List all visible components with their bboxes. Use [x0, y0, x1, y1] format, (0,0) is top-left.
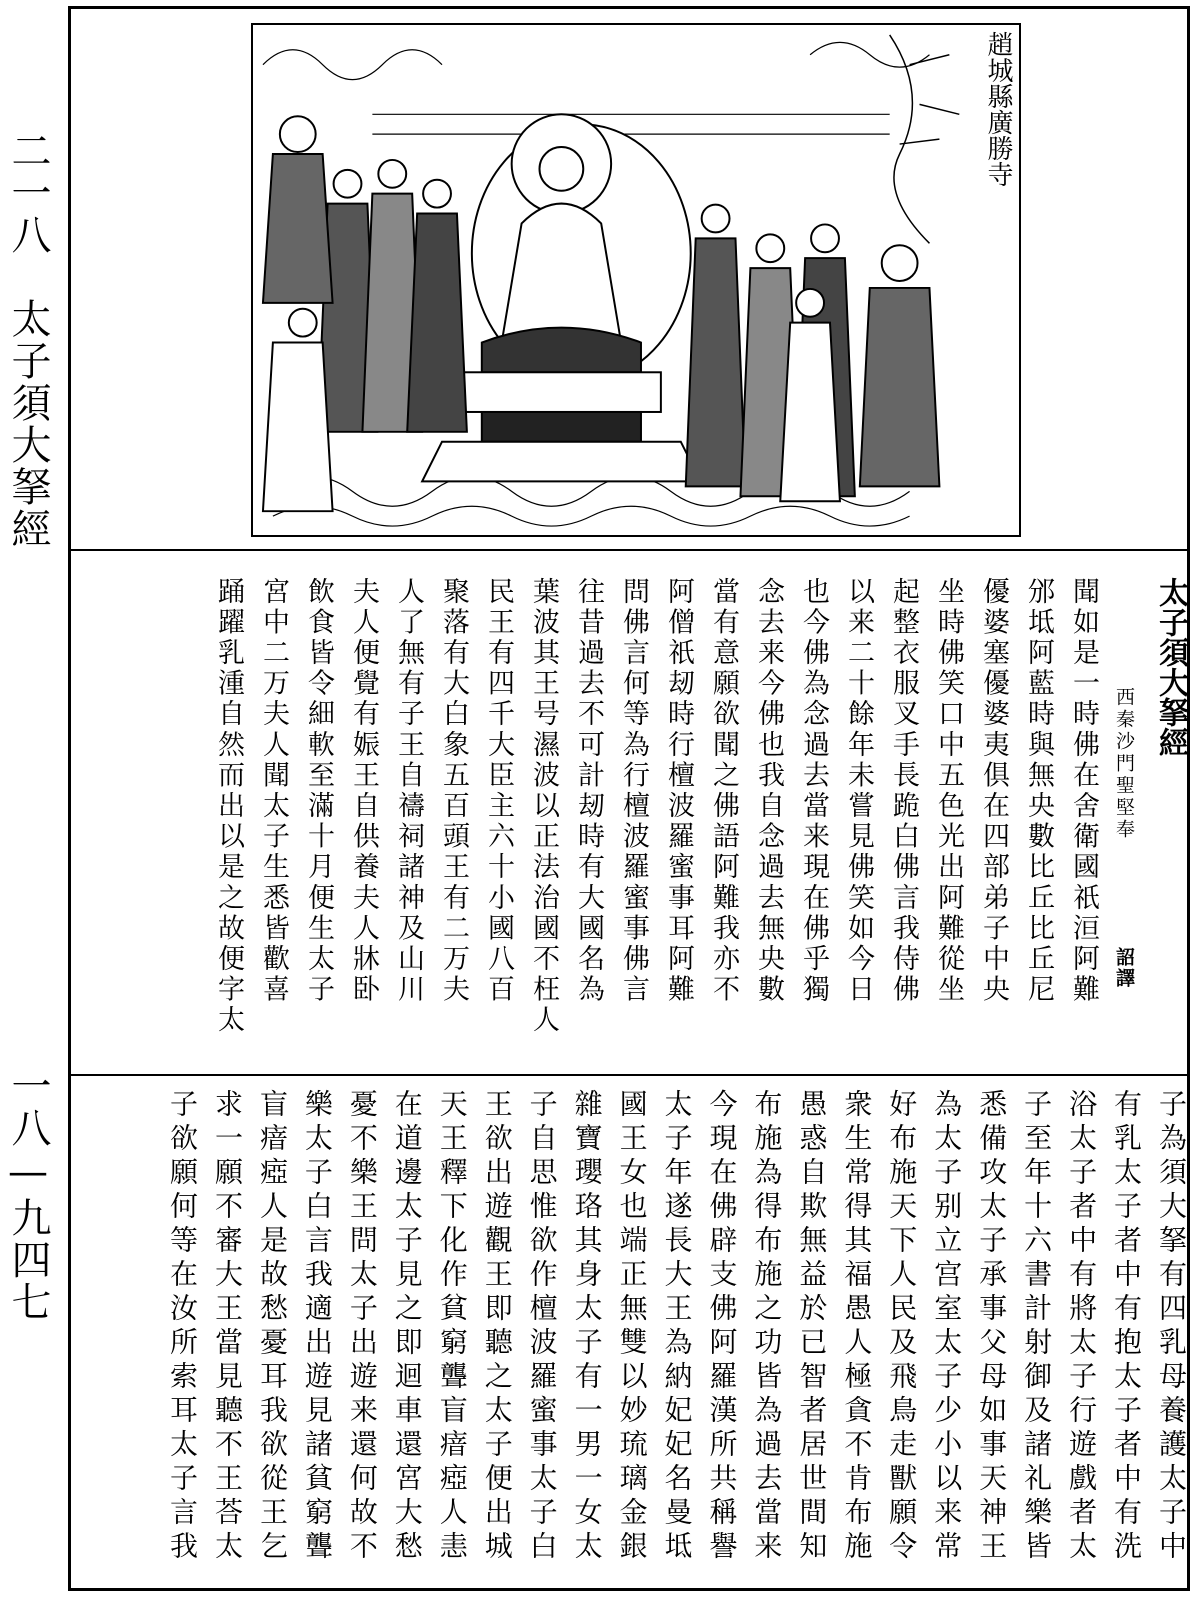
- text-column: 當有意願欲聞之佛語阿難我亦不: [708, 577, 739, 1006]
- text-column: 葉波其王号濕波以正法治國不枉人: [528, 577, 559, 1036]
- sutra-text-block: [151, 1089, 1188, 1584]
- text-column: 好布施天下人民及飛鳥走獸願令: [885, 1089, 919, 1565]
- text-column: 悉備攻太子承事父母如事天神王: [975, 1089, 1009, 1565]
- text-column: 子至年十六書計射御及諸礼樂皆: [1020, 1089, 1054, 1565]
- imperial-decree: 詔譯: [1113, 947, 1135, 989]
- page-frame: [68, 6, 1190, 1591]
- byline-column: [1105, 577, 1137, 1047]
- sutra-title-column: [1145, 577, 1188, 1047]
- text-column: 太子年遂長大王為納妃妃名曼坻: [660, 1089, 694, 1565]
- section-divider: [71, 549, 1187, 551]
- text-column: 雜寶瓔珞其身太子有一男一女太: [570, 1089, 604, 1565]
- text-column: 子為須大拏有四乳母養護太子中: [1155, 1089, 1188, 1565]
- text-column: 阿僧祇刼時行檀波羅蜜事耳阿難: [663, 577, 694, 1006]
- text-column: 為太子别立宫室太子少小以来常: [930, 1089, 964, 1565]
- illustration-drawing: [253, 25, 1019, 535]
- text-column: 子自思惟欲作檀波羅蜜事太子白: [525, 1089, 559, 1565]
- text-column: 以来二十餘年未嘗見佛笑如今日: [843, 577, 874, 1006]
- margin-header: 二一八 太子須大拏經: [5, 130, 51, 550]
- woodblock-illustration: [251, 23, 1021, 537]
- text-column: 起整衣服叉手長跪白佛言我侍佛: [888, 577, 919, 1006]
- section-divider: [71, 1074, 1187, 1076]
- text-column: 問佛言何等為行檀波羅蜜事佛言: [618, 577, 649, 1006]
- text-column: 浴太子者中有將太子行遊戲者太: [1065, 1089, 1099, 1565]
- illustration-caption: 趙城縣廣勝寺: [983, 31, 1013, 187]
- text-column: 聞如是一時佛在舍衛國祇洹阿難: [1068, 577, 1099, 1006]
- text-column: 樂太子白言我適出遊見諸貧窮聾: [300, 1089, 334, 1565]
- text-column: 邠坻阿藍時與無央數比丘比丘尼: [1023, 577, 1054, 1006]
- translator-credit: 西秦沙門聖堅奉: [1113, 687, 1135, 841]
- sutra-text-block: [151, 577, 1188, 1047]
- text-column: 王欲出遊觀王即聽之太子便出城: [480, 1089, 514, 1565]
- text-column: 聚落有大白象五百頭王有二万夫: [438, 577, 469, 1006]
- text-column: 衆生常得其福愚人極貪不肯布施: [840, 1089, 874, 1565]
- text-column: 布施為得布施之功皆為過去當来: [750, 1089, 784, 1565]
- text-column: 有乳太子者中有抱太子者中有洗: [1110, 1089, 1144, 1565]
- text-column: 在道邊太子見之即迴車還宮大愁: [390, 1089, 424, 1565]
- text-column: 國王女也端正無雙以妙琉璃金銀: [615, 1089, 649, 1565]
- text-column: 踊躍乳湩自然而出以是之故便字太: [213, 577, 244, 1036]
- text-column: 子欲願何等在汝所索耳太子言我: [166, 1089, 200, 1565]
- text-column: 念去来今佛也我自念過去無央數: [753, 577, 784, 1006]
- text-column: 往昔過去不可計刼時有大國名為: [573, 577, 604, 1006]
- text-column: 優婆塞優婆夷俱在四部弟子中央: [978, 577, 1009, 1006]
- text-column: 飲食皆令細軟至滿十月便生太子: [303, 577, 334, 1006]
- text-column: 盲瘖瘂人是故愁憂耳我欲從王乞: [255, 1089, 289, 1565]
- text-column: 也今佛為念過去當来現在佛乎獨: [798, 577, 829, 1006]
- text-column: 人了無有子王自禱祠諸神及山川: [393, 577, 424, 1006]
- text-column: 求一願不審大王當見聽不王荅太: [210, 1089, 244, 1565]
- sutra-title: 太子須大拏經: [1153, 577, 1188, 757]
- text-column: 憂不樂王問太子出遊来還何故不: [345, 1089, 379, 1565]
- text-column: 宮中二万夫人聞太子生悉皆歡喜: [258, 577, 289, 1006]
- text-column: 坐時佛笑口中五色光出阿難從坐: [933, 577, 964, 1006]
- text-column: 愚惑自欺無益於已智者居世間知: [795, 1089, 829, 1565]
- text-column: 天王釋下化作貧窮聾盲瘖瘂人恚: [435, 1089, 469, 1565]
- text-column: 民王有四千大臣主六十小國八百: [483, 577, 514, 1006]
- text-column: 夫人便覺有娠王自供養夫人牀卧: [348, 577, 379, 1006]
- text-column: 今現在佛辟支佛阿羅漢所共稱譽: [705, 1089, 739, 1565]
- page-number: 一八—九四七: [5, 1065, 51, 1323]
